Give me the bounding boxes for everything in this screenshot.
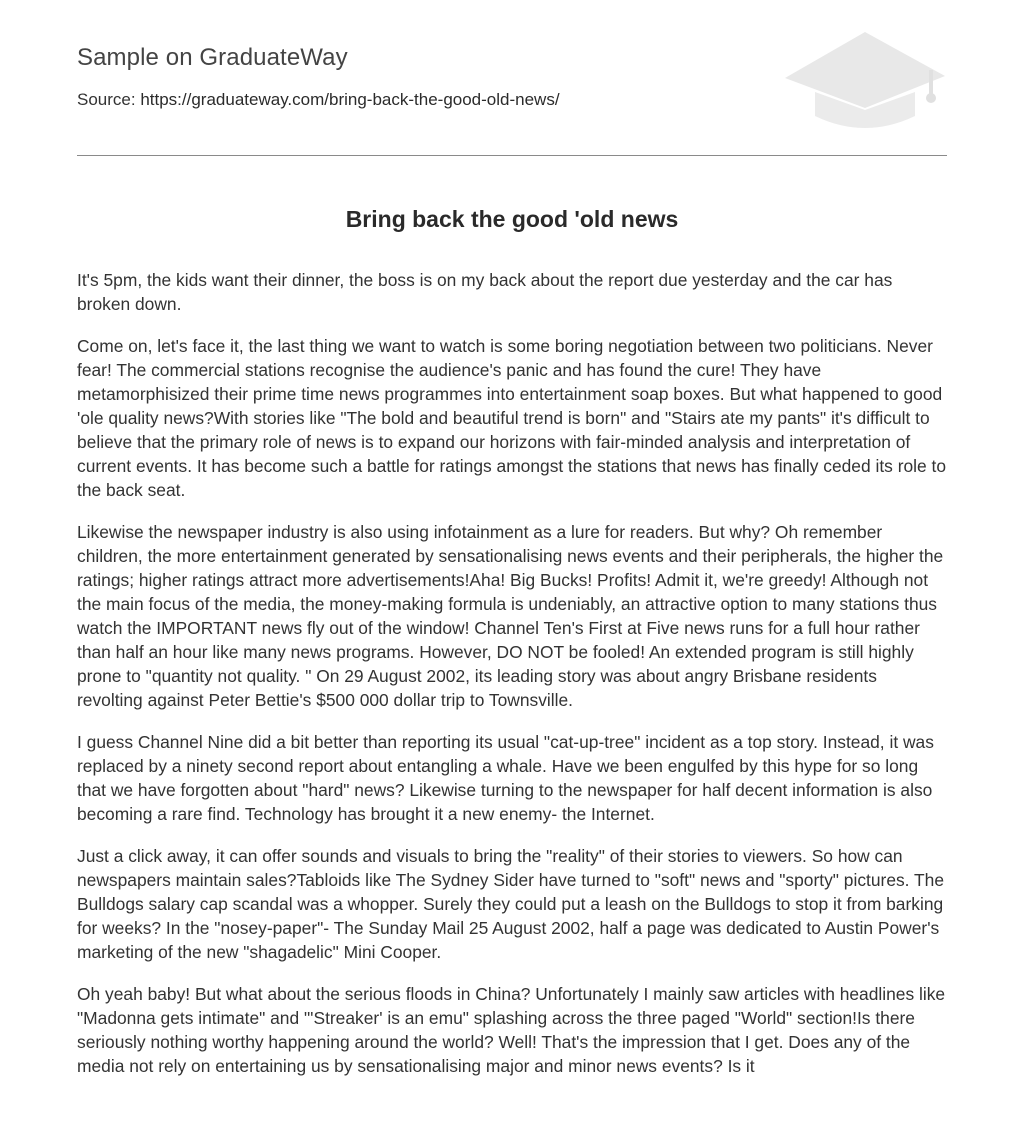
source-line	[77, 90, 560, 110]
graduation-cap-icon	[781, 30, 947, 132]
article-paragraph: I guess Channel Nine did a bit better than reporting its usual "cat-up-tree" incident as a top story. Instead, it was replaced by a ninety second report about entangling a whale. Have we been engulfed by this hype for so long that we have forgotten about "hard" news? Likewise turning to the newspaper for half decent information is also becoming a rare find. Technology has brought it a new enemy- the Internet.	[77, 732, 934, 824]
article-paragraph: Likewise the newspaper industry is also using infotainment as a lure for readers. But why? Oh remember children, the more entertainment generated by sensationalising news events and their peripherals, the higher the ratings; higher ratings attract more advertisements!Aha! Big Bucks! Profits! Admit it, we're greedy! Although not the main focus of the media, the money-making formula is undeniably, an attractive option to many stations thus watch the IMPORTANT news fly out of the window! Channel Ten's First at Five news runs for a full hour rather than half an hour like many news programs. However, DO NOT be fooled! An extended program is still highly prone to "quantity not quality. " On 29 August 2002, its leading story was about angry Brisbane residents revolting against Peter Bettie's $500 000 dollar trip to Townsville.	[77, 522, 944, 710]
document-title: Bring back the good 'old news	[345, 206, 679, 232]
article-paragraph: It's 5pm, the kids want their dinner, the boss is on my back about the report due yesterday and the car has broken down.	[77, 270, 893, 314]
article-paragraph: Oh yeah baby! But what about the serious floods in China? Unfortunately I mainly saw articles with headlines like "Madonna gets intimate" and "'Streaker' is an emu" splashing across the three paged "World" section!Is there seriously nothing worthy happening around the world? Well! That's the impression that I get. Does any of the media not rely on entertaining us by sensationalising major and minor news events? Is it	[77, 984, 946, 1076]
site-title: Sample on GraduateWay	[77, 44, 348, 71]
source-link[interactable]: https://graduateway.com/bring-back-the-good-old-news/	[140, 90, 560, 109]
page-header	[77, 0, 947, 156]
article-paragraph: Come on, let's face it, the last thing we want to watch is some boring negotiation between two politicians. Never fear! The commercial stations recognise the audience's panic and has found the cure! They have metamorphisized their prime time news programmes into entertainment soap boxes. But what happened to good 'ole quality news?With stories like "The bold and beautiful trend is born" and "Stairs ate my pants" it's difficult to believe that the primary role of news is to expand our horizons with fair-minded analysis and interpretation of current events. It has become such a battle for ratings amongst the stations that news has finally ceded its role to the back seat.	[77, 336, 947, 500]
article-paragraph: Just a click away, it can offer sounds and visuals to bring the "reality" of their stories to viewers. So how can newspapers maintain sales?Tabloids like The Sydney Sider have turned to "soft" news and "sporty" pictures. The Bulldogs salary cap scandal was a whopper. Surely they could put a leash on the Bulldogs to stop it from barking for weeks? In the "nosey-paper"- The Sunday Mail 25 August 2002, half a page was dedicated to Austin Power's marketing of the new "shagadelic" Mini Cooper.	[77, 846, 945, 962]
source-label: Source:	[77, 90, 136, 109]
header-divider	[77, 155, 947, 156]
article-body	[77, 268, 947, 1096]
